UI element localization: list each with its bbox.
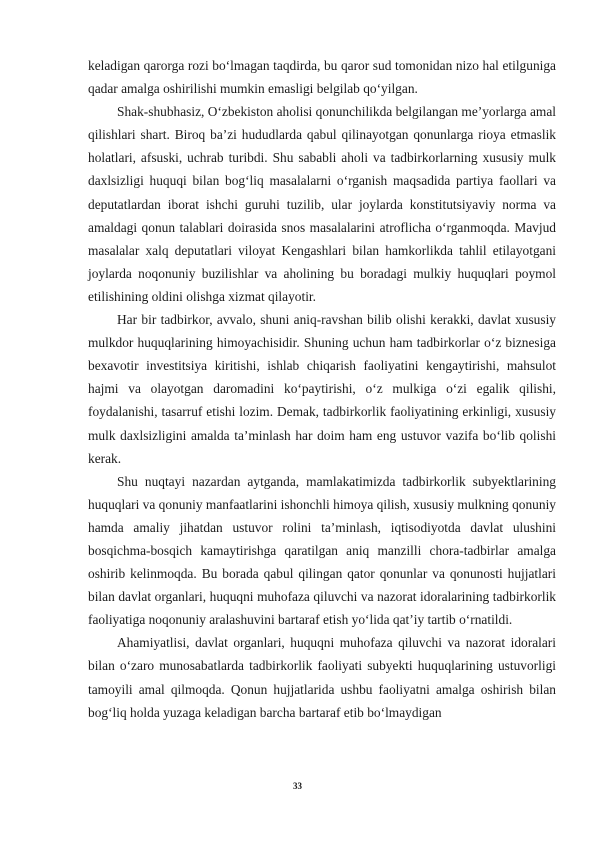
paragraph: Shu nuqtayi nazardan aytganda, mamlakatimizda tadbirkorlik subyektlarining huquqlari va qonuniy manfaatlarini ishonchli himoya qilish, xususiy mulkning qonuniy hamda amaliy jihatdan ustuvor rolini taʼminlash, iqtisodiyotda davlat ulushini bosqichma-bosqich kamaytirishga qaratilgan aniq manzilli chora-tadbirlar amalga oshirib kelinmoqda. Bu borada qabul qilingan qator qonunlar va qonunosti hujjatlari bilan davlat organlari, huquqni muhofaza qiluvchi va nazorat idoralarining tadbirkorlik faoliyatiga noqonuniy aralashuvini bartaraf etish yoʻlida qatʼiy tartib oʻrnatildi. <box>88 473 556 628</box>
paragraph-continuation: keladigan qarorga rozi boʻlmagan taqdirda, bu qaror sud tomonidan nizo hal etilguniga qadar amalga oshirilishi mumkin emasligi belgilab qoʻyilgan. <box>88 58 556 97</box>
page-number: 33 <box>293 781 302 791</box>
body-text <box>88 54 556 724</box>
paragraph: Shak-shubhasiz, Oʻzbekiston aholisi qonunchilikda belgilangan meʼyorlarga amal qilishlari shart. Biroq baʼzi hududlarda qabul qilinayotgan qonunlarga rioya etmaslik holatlari, afsuski, uchrab turibdi. Shu sababli aholi va tadbirkorlarning xususiy mulk daxlsizligi huquqi bilan bogʻliq masalalarni oʻrganish maqsadida partiya faollari va deputatlardan iborat ishchi guruhi tuzilib, ular joylarda konstitutsiyaviy norma va amaldagi qonun talablari doirasida snos masalalarini atroflicha oʻrganmoqda. Mavjud masalalar xalq deputatlari viloyat Kengashlari bilan hamkorlikda tahlil etilayotgani joylarda noqonuniy buzilishlar va aholining bu boradagi mulkiy huquqlari poymol etilishining oldini olishga xizmat qilayotir. <box>88 104 556 304</box>
paragraph: Har bir tadbirkor, avvalo, shuni aniq-ravshan bilib olishi kerakki, davlat xususiy mulkdor huquqlarining himoyachisidir. Shuning uchun ham tadbirkorlar oʻz biznesiga bexavotir investitsiya kiritishi, ishlab chiqarish faoliyatini kengaytirishi, mahsulot hajmi va olayotgan daromadini koʻpaytirishi, oʻz mulkiga oʻzi egalik qilishi, foydalanishi, tasarruf etishi lozim. Demak, tadbirkorlik faoliyatining erkinligi, xususiy mulk daxlsizligini amalda taʼminlash har doim ham eng ustuvor vazifa boʻlib qolishi kerak. <box>88 312 556 466</box>
paragraph: Ahamiyatlisi, davlat organlari, huquqni muhofaza qiluvchi va nazorat idoralari bilan oʻzaro munosabatlarda tadbirkorlik faoliyati subyekti huquqlarining ustuvorligi tamoyili amal qilmoqda. Qonun hujjatlarida ushbu faoliyatni amalga oshirish bilan bogʻliq holda yuzaga keladigan barcha bartaraf etib boʻlmaydigan <box>88 635 556 720</box>
